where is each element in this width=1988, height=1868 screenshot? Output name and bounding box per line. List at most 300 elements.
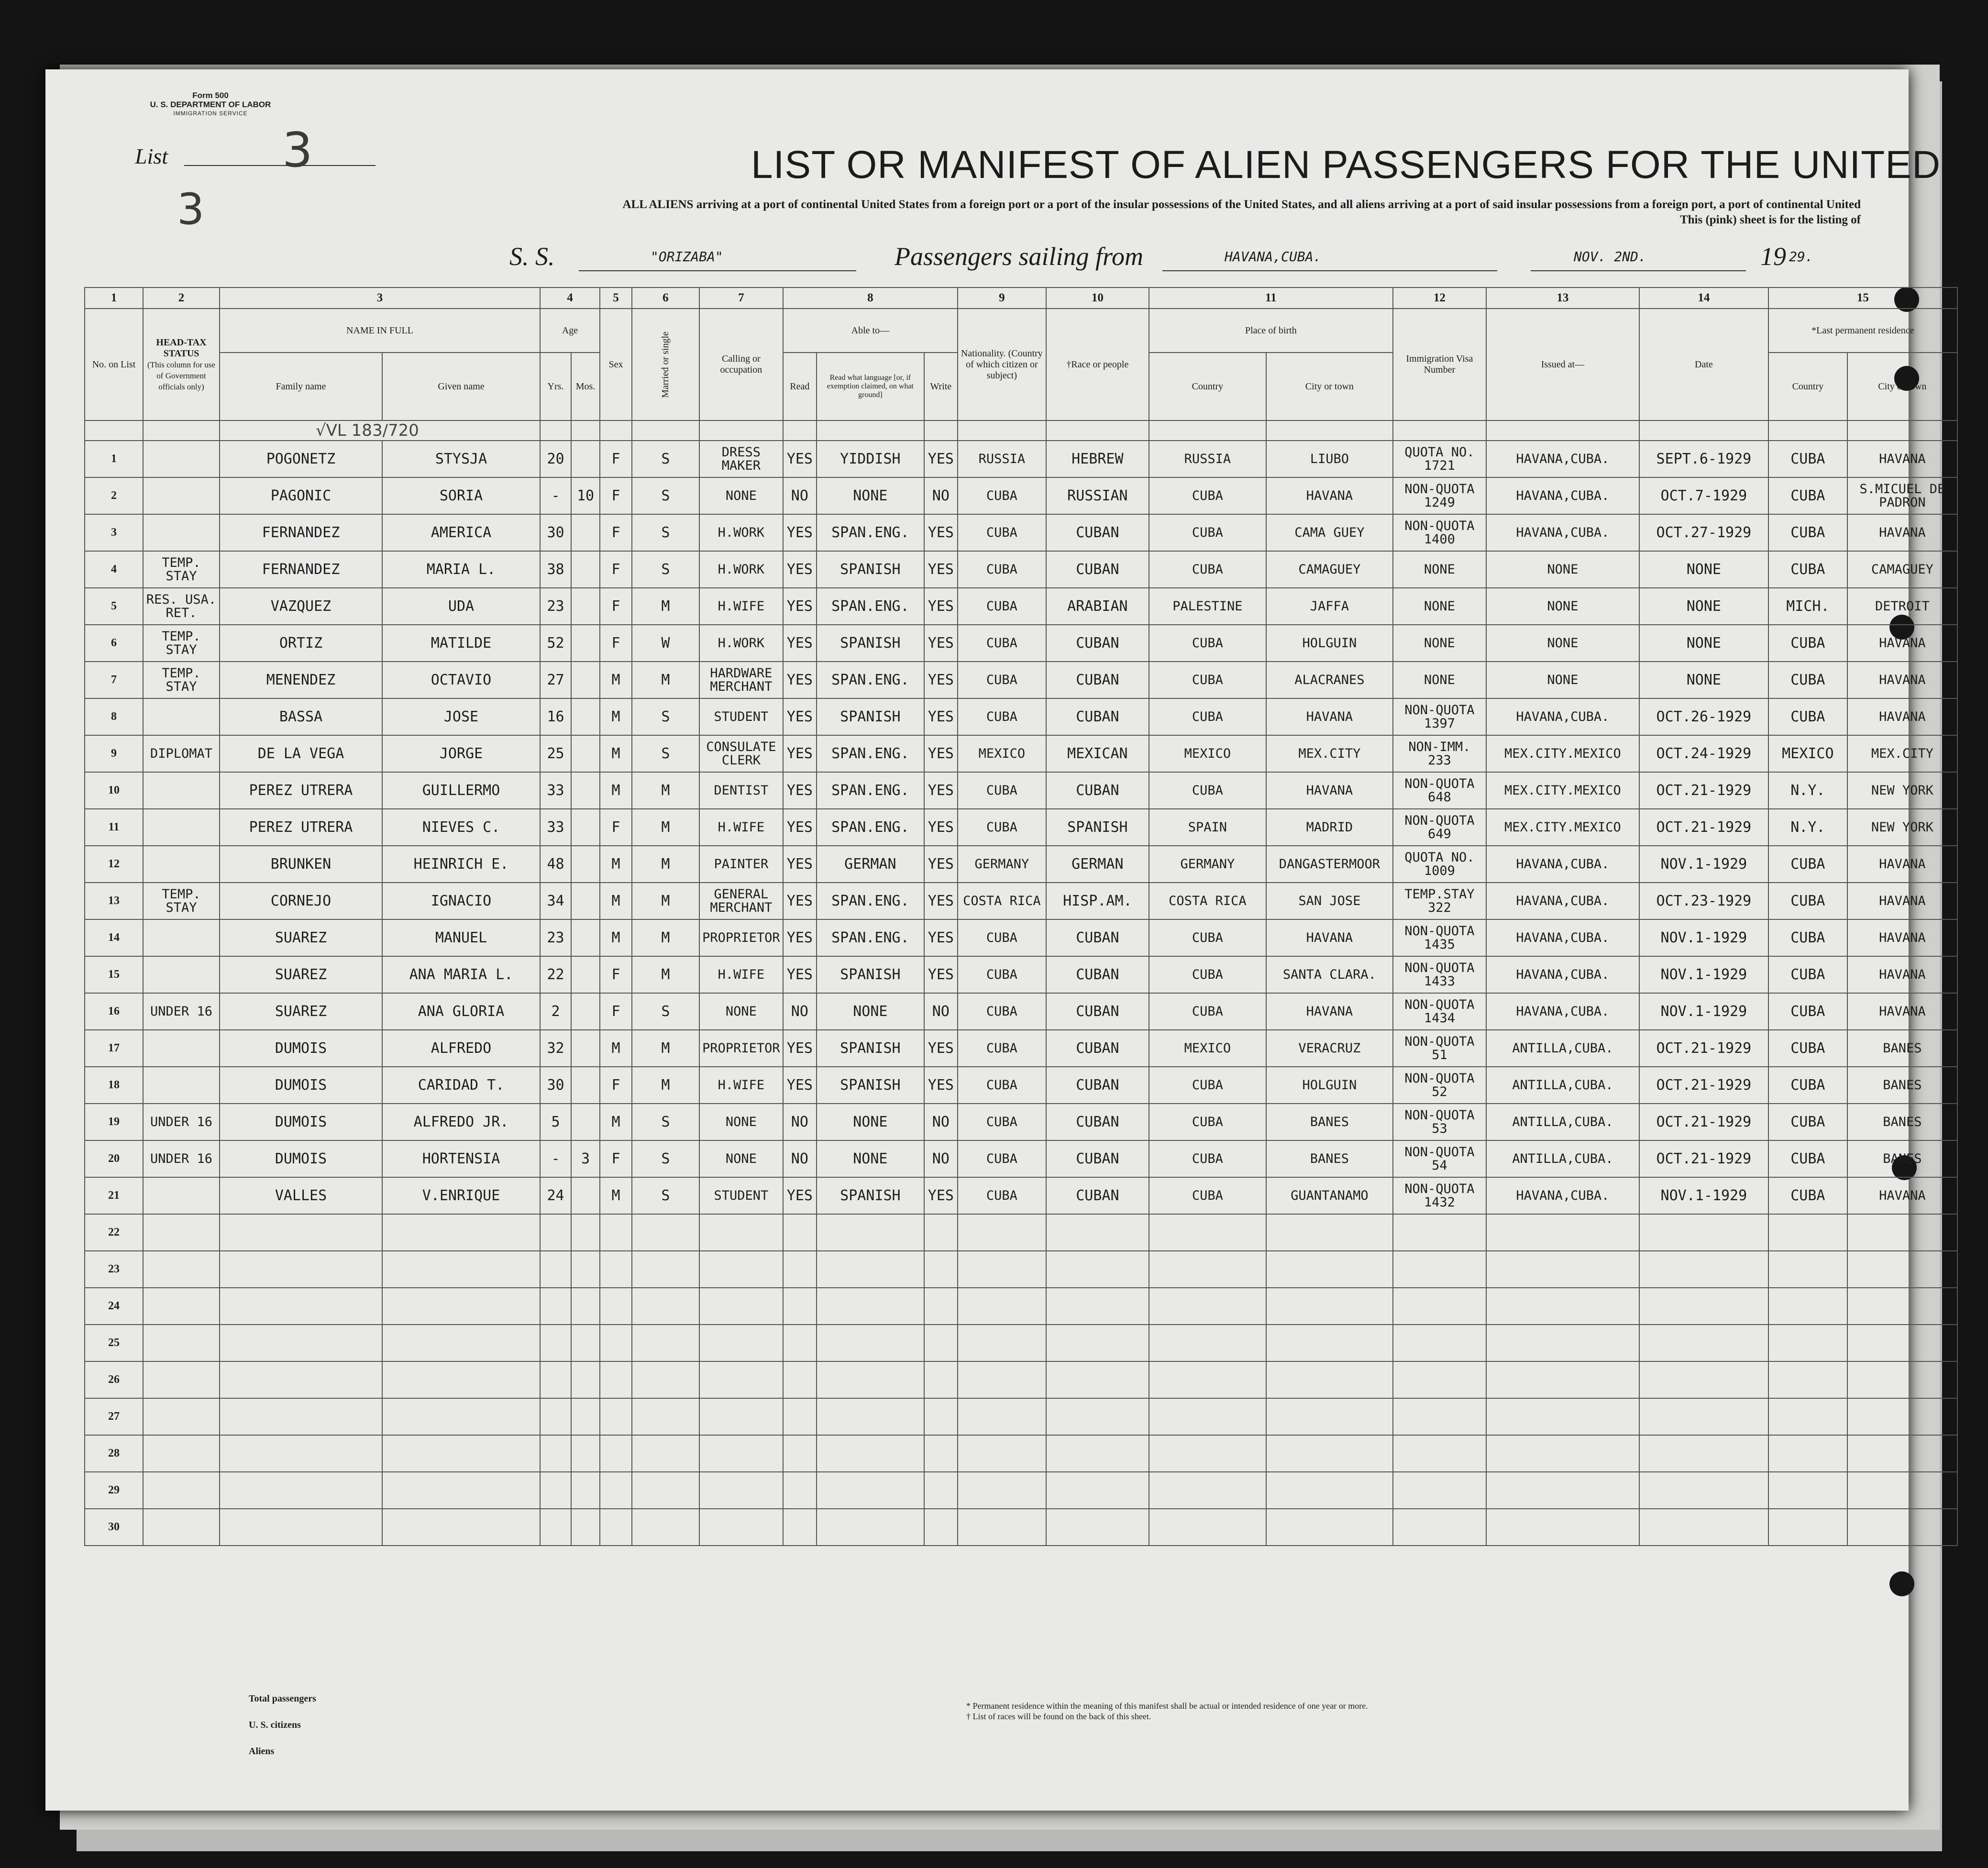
row-number: 14 [85,919,143,956]
birth-city: BANES [1266,1140,1393,1177]
header-head-tax-title: HEAD-TAX STATUS [156,337,207,359]
age-years: 33 [540,809,571,846]
empty-cell [1149,1398,1266,1435]
occupation: PAINTER [699,846,783,883]
visa-number: NON-QUOTA 649 [1393,809,1486,846]
passenger-row [85,809,1957,846]
header-res-country: Country [1768,353,1847,420]
empty-cell [600,1288,632,1325]
row-number: 22 [85,1214,143,1251]
age-months [571,662,600,698]
ship-name-line [579,270,856,271]
residence-city: BANES [1847,1104,1957,1140]
visa-date: OCT.21-1929 [1639,1067,1768,1104]
empty-cell [143,1472,220,1509]
visa-date: OCT.7-1929 [1639,477,1768,514]
row-number: 3 [85,514,143,551]
residence-city: HAVANA [1847,956,1957,993]
empty-cell [220,1251,382,1288]
empty-cell [1847,1288,1957,1325]
given-name: GUILLERMO [382,772,540,809]
residence-city: HAVANA [1847,514,1957,551]
sex: M [600,698,632,735]
residence-city: HAVANA [1847,919,1957,956]
issued-at: HAVANA,CUBA. [1486,477,1639,514]
age-years: 30 [540,514,571,551]
empty-cell [1847,1325,1957,1361]
race: CUBAN [1046,698,1149,735]
head-tax-status [143,441,220,477]
family-name: SUAREZ [220,993,382,1030]
empty-cell [1486,1472,1639,1509]
visa-number: NON-QUOTA 1432 [1393,1177,1486,1214]
can-write: YES [924,514,958,551]
age-years: 2 [540,993,571,1030]
empty-cell [1847,1361,1957,1398]
birth-city: HOLGUIN [1266,1067,1393,1104]
age-months [571,625,600,662]
nationality: CUBA [958,809,1046,846]
sailing-year-prefix: 19 [1760,242,1786,271]
family-name: DUMOIS [220,1140,382,1177]
birth-country: CUBA [1149,956,1266,993]
visa-number: TEMP.STAY 322 [1393,883,1486,919]
given-name: ANA MARIA L. [382,956,540,993]
visa-date: OCT.21-1929 [1639,1140,1768,1177]
issued-at: NONE [1486,551,1639,588]
race: CUBAN [1046,662,1149,698]
sailing-port: HAVANA,CUBA. [1225,249,1322,265]
age-months [571,772,600,809]
can-write: YES [924,698,958,735]
birth-city: HAVANA [1266,993,1393,1030]
subtitle-line-2: This (pink) sheet is for the listing of [1679,213,1861,226]
sex: F [600,993,632,1030]
age-months [571,1104,600,1140]
visa-date: NONE [1639,662,1768,698]
sex: F [600,588,632,625]
empty-cell [632,1214,699,1251]
empty-cell [1639,1288,1768,1325]
residence-country: CUBA [1768,1177,1847,1214]
empty-cell [632,1509,699,1546]
sex: F [600,625,632,662]
empty-cell [600,1325,632,1361]
head-tax-status [143,698,220,735]
birth-city: BANES [1266,1104,1393,1140]
read-language: SPAN.ENG. [817,772,924,809]
age-years: 16 [540,698,571,735]
nationality: CUBA [958,514,1046,551]
residence-city: S.MICUEL DE PADRON [1847,477,1957,514]
empty-cell [924,1251,958,1288]
total-passengers-label: Total passengers [249,1693,316,1704]
residence-country: CUBA [1768,956,1847,993]
sex: F [600,441,632,477]
header-visa: Immigration Visa Number [1393,309,1486,420]
birth-country: MEXICO [1149,1030,1266,1067]
occupation: H.WORK [699,551,783,588]
empty-cell [1266,1435,1393,1472]
empty-cell [1149,1472,1266,1509]
row-number: 13 [85,883,143,919]
birth-city: MADRID [1266,809,1393,846]
can-read: YES [783,772,817,809]
can-write: YES [924,846,958,883]
residence-country: CUBA [1768,662,1847,698]
empty-cell [382,1509,540,1546]
birth-city: HAVANA [1266,772,1393,809]
marital-status: S [632,514,699,551]
family-name: MENENDEZ [220,662,382,698]
empty-cell [1266,1325,1393,1361]
passenger-row [85,772,1957,809]
empty-cell [1768,1398,1847,1435]
age-months [571,551,600,588]
passenger-row [85,1177,1957,1214]
form-identifier [132,91,289,118]
empty-cell [817,1398,924,1435]
empty-cell [1639,1398,1768,1435]
occupation: H.WIFE [699,809,783,846]
empty-cell [817,1361,924,1398]
header-married [632,309,699,420]
empty-cell [540,1398,571,1435]
occupation: PROPRIETOR [699,919,783,956]
empty-cell [817,1214,924,1251]
race: RUSSIAN [1046,477,1149,514]
family-name: PAGONIC [220,477,382,514]
passenger-row [85,698,1957,735]
row-number: 19 [85,1104,143,1140]
passenger-row [85,441,1957,477]
occupation: HARDWARE MERCHANT [699,662,783,698]
residence-country: N.Y. [1768,772,1847,809]
marital-status: W [632,625,699,662]
col-number: 9 [958,287,1046,309]
empty-cell [1393,1509,1486,1546]
col-number: 13 [1486,287,1639,309]
can-write: YES [924,551,958,588]
issued-at: HAVANA,CUBA. [1486,993,1639,1030]
issued-at: HAVANA,CUBA. [1486,698,1639,735]
empty-cell [1847,1214,1957,1251]
empty-cell [958,1251,1046,1288]
age-years: 5 [540,1104,571,1140]
empty-cell [958,1214,1046,1251]
issued-at: HAVANA,CUBA. [1486,956,1639,993]
head-tax-status: TEMP. STAY [143,883,220,919]
read-language: SPAN.ENG. [817,883,924,919]
nationality: CUBA [958,477,1046,514]
empty-cell [1768,1325,1847,1361]
empty-cell [540,1472,571,1509]
birth-country: CUBA [1149,1177,1266,1214]
race: CUBAN [1046,772,1149,809]
empty-cell [958,1435,1046,1472]
occupation: H.WIFE [699,1067,783,1104]
birth-country: CUBA [1149,993,1266,1030]
nationality: CUBA [958,772,1046,809]
empty-cell [1149,1325,1266,1361]
can-read: YES [783,662,817,698]
empty-cell [817,1472,924,1509]
header-married-text: Married or single [660,331,671,398]
subtitle-line-1: ALL ALIENS arriving at a port of continental United States from a foreign port or a port of the insular possessions of the United States, and all aliens arriving at a port of said insular possessions from a foreign port, a port of continental United [622,198,1861,211]
passenger-row [85,919,1957,956]
header-date: Date [1639,309,1768,420]
given-name: V.ENRIQUE [382,1177,540,1214]
issued-at: ANTILLA,CUBA. [1486,1067,1639,1104]
passenger-row [85,551,1957,588]
marital-status: M [632,1067,699,1104]
row-number: 21 [85,1177,143,1214]
empty-cell [1768,1509,1847,1546]
form-number: Form 500 [192,91,229,100]
empty-cell [1393,1398,1486,1435]
occupation: DENTIST [699,772,783,809]
empty-cell [220,1472,382,1509]
can-read: YES [783,846,817,883]
residence-city: CAMAGUEY [1847,551,1957,588]
birth-country: COSTA RICA [1149,883,1266,919]
empty-cell [1486,1251,1639,1288]
residence-city: HAVANA [1847,441,1957,477]
nationality: CUBA [958,1030,1046,1067]
empty-cell [143,1325,220,1361]
empty-cell [1266,1472,1393,1509]
empty-cell [382,1361,540,1398]
empty-row [85,1435,1957,1472]
header-race: †Race or people [1046,309,1149,420]
header-nationality: Nationality. (Country of which citizen or subject) [958,309,1046,420]
row-number: 8 [85,698,143,735]
empty-cell [783,1325,817,1361]
empty-cell [1046,1214,1149,1251]
marital-status: M [632,662,699,698]
birth-country: SPAIN [1149,809,1266,846]
race: CUBAN [1046,993,1149,1030]
empty-cell [1486,1214,1639,1251]
empty-cell [1046,1509,1149,1546]
nationality: CUBA [958,919,1046,956]
age-years: 25 [540,735,571,772]
empty-cell [1768,1361,1847,1398]
row-number: 17 [85,1030,143,1067]
row-number: 23 [85,1251,143,1288]
can-write: NO [924,477,958,514]
empty-cell [1639,1251,1768,1288]
footnote-residence: * Permanent residence within the meaning of this manifest shall be actual or intended residence of one year or more. [966,1701,1368,1711]
empty-cell [571,1251,600,1288]
marital-status: S [632,735,699,772]
nationality: CUBA [958,956,1046,993]
empty-cell [1046,1472,1149,1509]
birth-country: CUBA [1149,1104,1266,1140]
birth-city: SAN JOSE [1266,883,1393,919]
footnotes [966,1701,1368,1722]
issued-at: HAVANA,CUBA. [1486,441,1639,477]
visa-number: NONE [1393,662,1486,698]
sailing-year-suffix: 29. [1789,249,1813,265]
issued-at: HAVANA,CUBA. [1486,1177,1639,1214]
empty-cell [143,1398,220,1435]
row-number: 20 [85,1140,143,1177]
visa-date: OCT.27-1929 [1639,514,1768,551]
port-line [1162,270,1497,271]
birth-country: CUBA [1149,1140,1266,1177]
visa-date: NONE [1639,588,1768,625]
visa-date: NOV.1-1929 [1639,919,1768,956]
empty-cell [220,1361,382,1398]
empty-cell [600,1435,632,1472]
read-language: SPAN.ENG. [817,662,924,698]
residence-city: HAVANA [1847,625,1957,662]
header-issued-at: Issued at— [1486,309,1639,420]
header-residence: *Last permanent residence [1768,309,1957,353]
empty-cell [1393,1214,1486,1251]
empty-row [85,1472,1957,1509]
age-years: 38 [540,551,571,588]
age-years: 52 [540,625,571,662]
issued-at: MEX.CITY.MEXICO [1486,809,1639,846]
empty-cell [958,1361,1046,1398]
empty-cell [1046,1251,1149,1288]
residence-country: CUBA [1768,919,1847,956]
sex: M [600,662,632,698]
birth-city: CAMA GUEY [1266,514,1393,551]
empty-cell [924,1214,958,1251]
can-write: NO [924,1104,958,1140]
passenger-row [85,1140,1957,1177]
age-years: 33 [540,772,571,809]
row-number: 24 [85,1288,143,1325]
given-name: MATILDE [382,625,540,662]
empty-cell [540,1288,571,1325]
nationality: COSTA RICA [958,883,1046,919]
can-write: YES [924,772,958,809]
empty-cell [600,1361,632,1398]
visa-date: NOV.1-1929 [1639,956,1768,993]
sex: M [600,846,632,883]
visa-number: NON-QUOTA 1249 [1393,477,1486,514]
visa-number: NON-QUOTA 1434 [1393,993,1486,1030]
family-name: SUAREZ [220,919,382,956]
empty-cell [220,1509,382,1546]
col-number: 2 [143,287,220,309]
read-language: NONE [817,993,924,1030]
race: CUBAN [1046,1104,1149,1140]
race: CUBAN [1046,551,1149,588]
birth-country: GERMANY [1149,846,1266,883]
empty-cell [783,1509,817,1546]
issued-at: HAVANA,CUBA. [1486,883,1639,919]
empty-row [85,1361,1957,1398]
empty-cell [571,1361,600,1398]
empty-cell [783,1214,817,1251]
given-name: AMERICA [382,514,540,551]
residence-city: NEW YORK [1847,772,1957,809]
empty-cell [1149,1251,1266,1288]
header-yrs: Yrs. [540,353,571,420]
marital-status: M [632,588,699,625]
col-number: 5 [600,287,632,309]
can-read: NO [783,1140,817,1177]
empty-cell [1149,1361,1266,1398]
empty-cell [699,1398,783,1435]
passenger-row [85,883,1957,919]
visa-date: NONE [1639,551,1768,588]
read-language: NONE [817,1104,924,1140]
nationality: CUBA [958,993,1046,1030]
residence-country: CUBA [1768,883,1847,919]
residence-country: CUBA [1768,698,1847,735]
empty-cell [1847,1398,1957,1435]
list-handwritten-number: 3 [282,122,313,178]
can-write: YES [924,956,958,993]
col-number: 1 [85,287,143,309]
read-language: SPAN.ENG. [817,919,924,956]
age-months: 3 [571,1140,600,1177]
empty-cell [1847,1251,1957,1288]
empty-cell [1046,1288,1149,1325]
row-number: 9 [85,735,143,772]
race: CUBAN [1046,1177,1149,1214]
can-read: NO [783,477,817,514]
empty-cell [1149,1509,1266,1546]
header-no-on-list: No. on List [85,309,143,420]
given-name: JORGE [382,735,540,772]
passenger-row [85,662,1957,698]
empty-cell [699,1472,783,1509]
header-birth-country: Country [1149,353,1266,420]
empty-cell [1486,1509,1639,1546]
empty-cell [540,1361,571,1398]
visa-number: NONE [1393,551,1486,588]
given-name: SORIA [382,477,540,514]
row-number: 30 [85,1509,143,1546]
visa-number: NONE [1393,588,1486,625]
visa-number: NON-QUOTA 1435 [1393,919,1486,956]
header-able-to: Able to— [783,309,958,353]
marital-status: M [632,919,699,956]
empty-cell [1266,1361,1393,1398]
marital-status: S [632,441,699,477]
issued-at: HAVANA,CUBA. [1486,919,1639,956]
birth-country: RUSSIA [1149,441,1266,477]
header-family-name: Family name [220,353,382,420]
can-read: YES [783,883,817,919]
can-read: YES [783,1177,817,1214]
passenger-row [85,993,1957,1030]
read-language: SPANISH [817,956,924,993]
row-number: 26 [85,1361,143,1398]
can-read: YES [783,698,817,735]
can-read: YES [783,441,817,477]
read-language: SPAN.ENG. [817,514,924,551]
empty-cell [1046,1361,1149,1398]
can-read: YES [783,625,817,662]
residence-country: CUBA [1768,993,1847,1030]
residence-city: HAVANA [1847,846,1957,883]
race: CUBAN [1046,1030,1149,1067]
family-name: DE LA VEGA [220,735,382,772]
empty-cell [600,1509,632,1546]
head-tax-status [143,809,220,846]
sex: M [600,1030,632,1067]
col-number: 8 [783,287,958,309]
occupation: NONE [699,1140,783,1177]
